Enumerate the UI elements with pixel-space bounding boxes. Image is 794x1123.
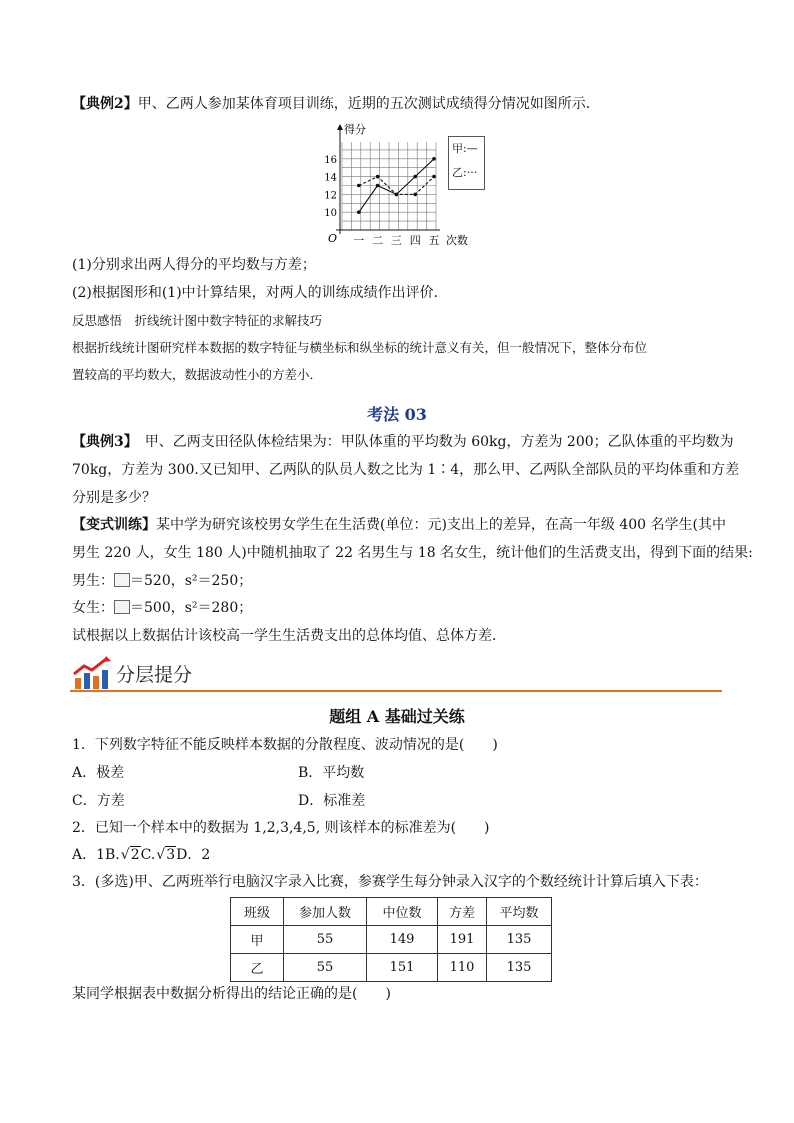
q1-option-d: D．标准差 <box>298 793 366 809</box>
data-point <box>357 184 361 188</box>
x-tick-label: 一 <box>353 234 365 247</box>
example3-label: 【典例3】 <box>72 434 131 450</box>
example3-line1: 【典例3】 甲、乙两支田径队体检结果为：甲队体重的平均数为 60kg，方差为 200；乙队体重的平均数为 <box>72 434 734 450</box>
example3-line3: 分别是多少？ <box>72 490 156 506</box>
banner-title: 分层提分 <box>116 664 193 686</box>
example2-question2: (2)根据图形和(1)中计算结果，对两人的训练成绩作出评价． <box>72 285 448 301</box>
legend-item-yi: 乙:··· <box>452 166 478 179</box>
table-cell: 149 <box>367 926 438 954</box>
variant-line1: 【变式训练】某中学为研究该校男女学生在生活费(单位：元)支出上的差异，在高一年级 400 名学生(其中 <box>72 517 727 533</box>
example2-question1: (1)分别求出两人得分的平均数与方差； <box>72 257 316 273</box>
table-cell: 110 <box>438 954 487 982</box>
variant-male: 男生： ＝520，s²＝250； <box>72 573 253 589</box>
chart-legend <box>448 136 485 190</box>
data-point <box>357 210 361 214</box>
chart-ticks <box>324 155 468 247</box>
y-tick-label: 16 <box>324 154 337 166</box>
origin-label: O <box>328 232 338 245</box>
x-tick-label: 四 <box>409 234 421 247</box>
data-point <box>376 175 380 179</box>
x-tick-label: 五 <box>428 234 440 247</box>
reflection-title: 反思感悟 折线统计图中数字特征的求解技巧 <box>72 313 323 328</box>
table-cell: 135 <box>487 954 552 982</box>
y-tick-label: 12 <box>324 190 337 202</box>
data-point <box>395 193 399 197</box>
score-line-chart <box>312 122 468 250</box>
data-point <box>413 193 417 197</box>
mean-symbol-icon <box>114 573 130 587</box>
variant-ask: 试根据以上数据估计该校高一学生生活费支出的总体均值、总体方差． <box>72 628 506 644</box>
table-cell: 55 <box>284 954 367 982</box>
reflection-body-line2: 置较高的平均数大，数据波动性小的方差小． <box>72 367 323 382</box>
mean-symbol-icon <box>114 600 130 614</box>
reflection-body-line1: 根据折线统计图研究样本数据的数字特征与横坐标和纵坐标的统计意义有关，但一般情况下，整体分布位 <box>72 340 648 355</box>
table-cell: 135 <box>487 926 552 954</box>
y-tick-label: 10 <box>324 208 337 220</box>
data-point <box>432 175 436 179</box>
q3-table <box>230 897 552 982</box>
table-header: 参加人数 <box>284 898 367 926</box>
table-header: 方差 <box>438 898 487 926</box>
x-tick-label: 三 <box>390 234 402 247</box>
table-cell: 乙 <box>231 954 284 982</box>
q1-stem: 1．下列数字特征不能反映样本数据的分散程度、波动情况的是( ) <box>72 737 498 753</box>
table-cell: 55 <box>284 926 367 954</box>
table-header: 班级 <box>231 898 284 926</box>
example3-line2: 70kg，方差为 300.又已知甲、乙两队的队员人数之比为 1∶4，那么甲、乙两队全部队员的平均体重和方差 <box>72 462 740 478</box>
x-tick-label: 二 <box>372 234 384 247</box>
q3-conclusion: 某同学根据表中数据分析得出的结论正确的是( ) <box>72 986 391 1002</box>
sqrt-c: √3 <box>156 847 176 863</box>
chart-axes <box>328 122 440 245</box>
table-header: 中位数 <box>367 898 438 926</box>
variant-label: 【变式训练】 <box>72 517 156 533</box>
section-banner <box>70 656 722 692</box>
table-cell: 151 <box>367 954 438 982</box>
y-tick-label: 14 <box>324 172 337 184</box>
q1-option-b: B．平均数 <box>298 765 365 781</box>
table-header-row <box>231 898 552 926</box>
group-a-title: 题组 A 基础过关练 <box>329 707 465 726</box>
table-header: 平均数 <box>487 898 552 926</box>
q2-options: A．1B.√2C.√3D．2 <box>72 847 211 863</box>
variant-female: 女生： ＝500，s²＝280； <box>72 600 253 616</box>
q3-stem: 3．(多选)甲、乙两班举行电脑汉字录入比赛，参赛学生每分钟录入汉字的个数经统计计算后填入下表： <box>72 874 708 890</box>
rising-bars-icon <box>72 656 112 690</box>
legend-item-jia: 甲:— <box>452 142 478 155</box>
q2-stem: 2．已知一个样本中的数据为 1,2,3,4,5, 则该样本的标准差为( ) <box>72 820 490 836</box>
variant-line2: 男生 220 人，女生 180 人)中随机抽取了 22 名男生与 18 名女生，统计他们的生活费支出，得到下面的结果: <box>72 545 753 561</box>
banner-rule <box>70 690 722 692</box>
x-axis-label: 次数 <box>446 234 468 247</box>
table-row <box>231 954 552 982</box>
q1-option-a: A．极差 <box>72 765 125 781</box>
section-heading: 考法 03 <box>367 405 427 424</box>
sqrt-b: √2 <box>120 847 140 863</box>
table-cell: 甲 <box>231 926 284 954</box>
table-row <box>231 926 552 954</box>
example2-stem: 【典例2】甲、乙两人参加某体育项目训练，近期的五次测试成绩得分情况如图所示． <box>72 96 600 112</box>
y-axis-label: 得分 <box>344 123 366 136</box>
table-cell: 191 <box>438 926 487 954</box>
data-point <box>432 157 436 161</box>
data-point <box>413 175 417 179</box>
data-point <box>376 184 380 188</box>
chart-grid <box>342 142 436 230</box>
example2-label: 【典例2】 <box>72 96 138 112</box>
q1-option-c: C．方差 <box>72 793 125 809</box>
y-axis-arrow <box>337 124 343 130</box>
